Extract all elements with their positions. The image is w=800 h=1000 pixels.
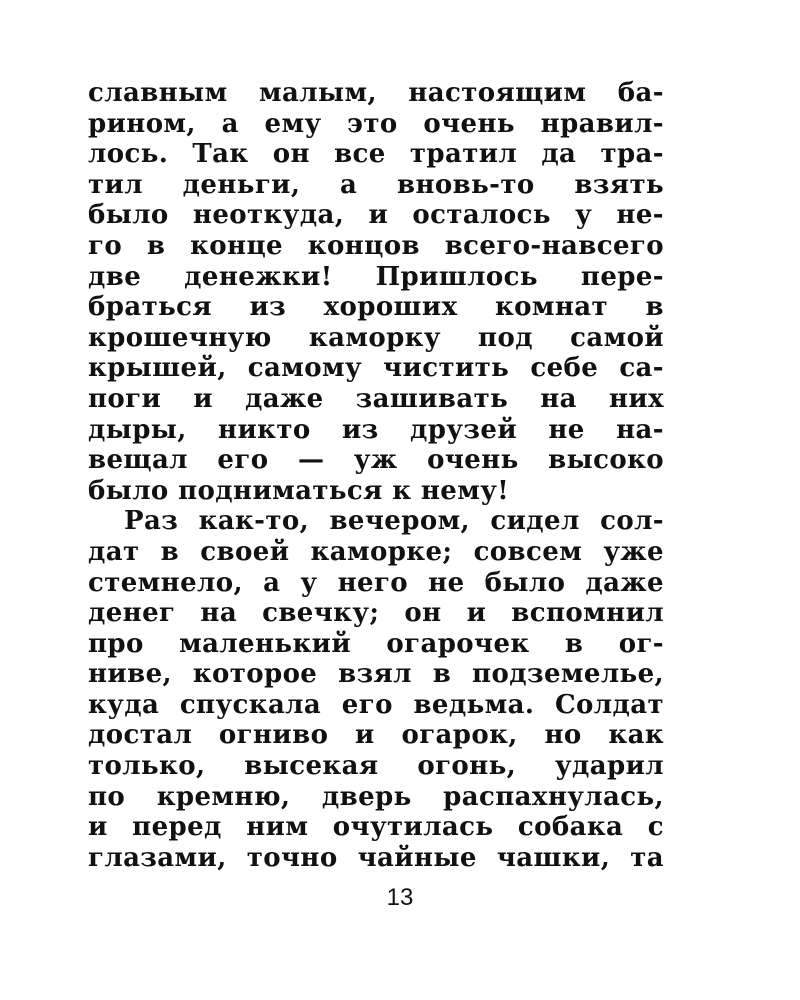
text-line: было неоткуда, и осталось у не- — [88, 200, 664, 231]
page-number: 13 — [386, 884, 414, 911]
text-line: денег на свечку; он и вспомнил — [88, 598, 664, 629]
text-line: ниве, которое взял в подземелье, — [88, 659, 664, 690]
text-line: крошечную каморку под самой — [88, 322, 664, 353]
text-line: рином, а ему это очень нравил- — [88, 108, 664, 139]
text-line: только, высекая огонь, ударил — [88, 751, 664, 782]
text-line: крышей, самому чистить себе са- — [88, 353, 664, 384]
text-line: поги и даже зашивать на них — [88, 383, 664, 414]
text-line: было подниматься к нему! — [88, 475, 510, 506]
text-line: и перед ним очутилась собака с — [88, 812, 664, 843]
text-line: вещал его — уж очень высоко — [88, 445, 664, 476]
text-line: достал огниво и огарок, но как — [88, 720, 664, 751]
text-line: славным малым, настоящим ба- — [88, 78, 664, 108]
text-line: го в конце концов всего-навсего — [88, 230, 664, 261]
text-line: Раз как-то, вечером, сидел сол- — [124, 506, 664, 537]
text-line: браться из хороших комнат в — [88, 292, 664, 323]
text-line: лось. Так он все тратил да тра- — [88, 139, 664, 170]
text-line: стемнело, а у него не было даже — [88, 567, 664, 598]
text-line: две денежки! Пришлось пере- — [88, 261, 664, 292]
text-line: тил деньги, а вновь-то взять — [88, 169, 664, 200]
text-line: дат в своей каморке; совсем уже — [88, 536, 664, 567]
text-line: куда спускала его ведьма. Солдат — [88, 689, 664, 720]
text-line: дыры, никто из друзей не на- — [88, 414, 664, 445]
text-line: глазами, точно чайные чашки, та — [88, 842, 664, 873]
body-text — [88, 78, 664, 873]
text-line: про маленький огарочек в ог- — [88, 628, 664, 659]
text-line: по кремню, дверь распахнулась, — [88, 781, 664, 812]
